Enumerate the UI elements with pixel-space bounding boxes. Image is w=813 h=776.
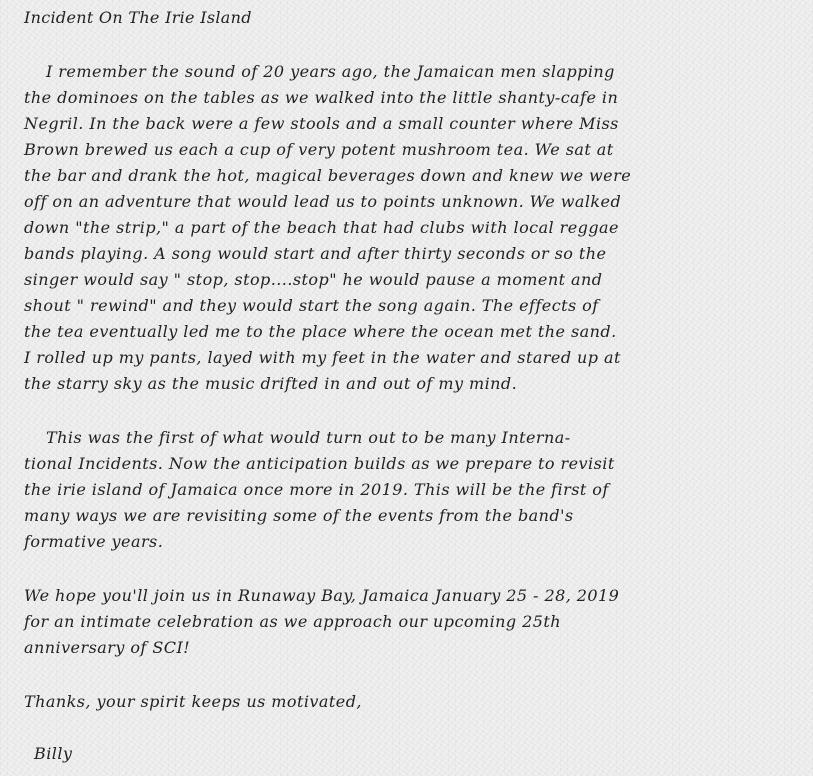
paragraph-line: This was the first of what would turn out to be many Interna- <box>46 428 571 447</box>
paragraph-line: I remember the sound of 20 years ago, the Jamaican men slapping <box>46 62 615 81</box>
paragraph-line: many ways we are revisiting some of the events from the band's <box>24 506 574 525</box>
paragraph-line: singer would say " stop, stop....stop" he would pause a moment and <box>24 270 603 289</box>
paragraph-line: formative years. <box>24 532 164 551</box>
paragraph-line: anniversary of SCI! <box>24 638 191 657</box>
paragraph-line: tional Incidents. Now the anticipation builds as we prepare to revisit <box>24 454 615 473</box>
paragraph-line: the starry sky as the music drifted in and out of my mind. <box>24 374 518 393</box>
paragraph-line: the tea eventually led me to the place where the ocean met the sand. <box>24 322 617 341</box>
paragraph-line: I rolled up my pants, layed with my feet in the water and stared up at <box>24 348 621 367</box>
signature: Billy <box>34 744 73 763</box>
paragraph-line: bands playing. A song would start and after thirty seconds or so the <box>24 244 607 263</box>
paragraph-line: Brown brewed us each a cup of very potent mushroom tea. We sat at <box>24 140 614 159</box>
paragraph-line: Negril. In the back were a few stools and a small counter where Miss <box>24 114 619 133</box>
closing-line: Thanks, your spirit keeps us motivated, <box>24 692 362 711</box>
paragraph-line: shout " rewind" and they would start the song again. The effects of <box>24 296 599 315</box>
paragraph-line: down "the strip," a part of the beach that had clubs with local reggae <box>24 218 619 237</box>
paragraph-line: off on an adventure that would lead us to points unknown. We walked <box>24 192 622 211</box>
paragraph-line: the dominoes on the tables as we walked into the little shanty-cafe in <box>24 88 619 107</box>
paragraph-line: We hope you'll join us in Runaway Bay, Jamaica January 25 - 28, 2019 <box>24 586 620 605</box>
paragraph-line: for an intimate celebration as we approach our upcoming 25th <box>24 612 562 631</box>
letter-title: Incident On The Irie Island <box>24 8 252 27</box>
paragraph-line: the bar and drank the hot, magical beverages down and knew we were <box>24 166 632 185</box>
paragraph-line: the irie island of Jamaica once more in 2019. This will be the first of <box>24 480 609 499</box>
